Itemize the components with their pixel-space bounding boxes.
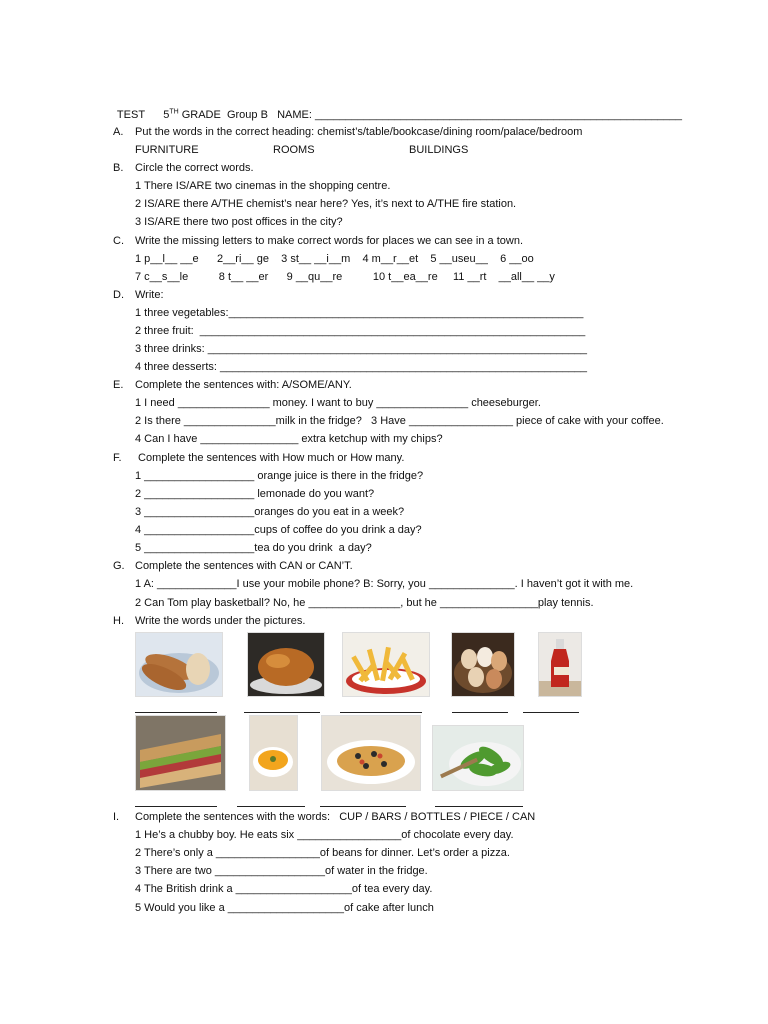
roast-chicken-icon xyxy=(247,632,325,697)
section-a-label: A. xyxy=(113,126,124,138)
eggs-icon xyxy=(451,632,515,697)
section-c-instruction: Write the missing letters to make correct words for places we can see in a town. xyxy=(135,235,524,247)
header-grade-num: 5 xyxy=(163,109,170,121)
i-line-4: 4 The British drink a ___________________of tea every day. xyxy=(135,883,433,895)
section-b-instruction: Circle the correct words. xyxy=(135,162,254,174)
section-c-label: C. xyxy=(113,235,124,247)
answer-line[interactable] xyxy=(320,806,406,807)
answer-line[interactable] xyxy=(435,806,523,807)
d-line-4: 4 three desserts: ____________________________________________________________ xyxy=(135,361,588,373)
b-line-1: 1 There IS/ARE two cinemas in the shopping centre. xyxy=(135,180,391,192)
header-grade-rest: GRADE Group B NAME: ____________________________________________________________ xyxy=(178,109,683,121)
heading-furniture: FURNITURE xyxy=(135,144,199,156)
answer-line[interactable] xyxy=(135,806,217,807)
salad-icon xyxy=(432,725,524,791)
i-line-2: 2 There’s only a _________________of beans for dinner. Let’s order a pizza. xyxy=(135,847,510,859)
sandwich-icon xyxy=(135,715,226,791)
e-line-3: 4 Can I have ________________ extra ketchup with my chips? xyxy=(135,433,443,445)
f-line-3: 3 __________________oranges do you eat in a week? xyxy=(135,506,405,518)
section-f-instruction: Complete the sentences with How much or How many. xyxy=(135,452,405,464)
section-g-instruction: Complete the sentences with CAN or CAN’T. xyxy=(135,560,353,572)
c-row-1: 1 p__l__ __e 2__ri__ ge 3 st__ __i__m 4 m__r__et 5 __useu__ 6 __oo xyxy=(135,253,534,265)
section-e-instruction: Complete the sentences with: A/SOME/ANY. xyxy=(135,379,352,391)
section-i-instruction: Complete the sentences with the words: CUP / BARS / BOTTLES / PIECE / CAN xyxy=(135,811,536,823)
e-line-1: 1 I need _______________ money. I want to buy _______________ cheeseburger. xyxy=(135,397,541,409)
b-line-2: 2 IS/ARE there A/THE chemist’s near here? Yes, it’s next to A/THE fire station. xyxy=(135,198,517,210)
answer-line[interactable] xyxy=(452,712,508,713)
header-test: TEST xyxy=(116,109,145,121)
spaghetti-icon xyxy=(321,715,421,791)
c-row-2: 7 c__s__le 8 t__ __er 9 __qu__re 10 t__ea__re 11 __rt __all__ __y xyxy=(135,271,555,283)
soup-icon xyxy=(249,715,298,791)
f-line-2: 2 __________________ lemonade do you want? xyxy=(135,488,375,500)
section-h-instruction: Write the words under the pictures. xyxy=(135,615,306,627)
section-e-label: E. xyxy=(113,379,124,391)
g-line-2: 2 Can Tom play basketball? No, he _______________, but he ________________play tennis. xyxy=(135,597,594,609)
section-d-label: D. xyxy=(113,289,124,301)
b-line-3: 3 IS/ARE there two post offices in the city? xyxy=(135,216,343,228)
f-line-1: 1 __________________ orange juice is there in the fridge? xyxy=(135,470,424,482)
section-a-instruction: Put the words in the correct heading: chemist’s/table/bookcase/dining room/palace/bedroom xyxy=(135,126,583,138)
header-grade-sup: TH xyxy=(169,108,179,116)
d-line-3: 3 three drinks: ______________________________________________________________ xyxy=(135,343,588,355)
answer-line[interactable] xyxy=(244,712,320,713)
header-line xyxy=(111,94,682,122)
heading-buildings: BUILDINGS xyxy=(409,144,469,156)
section-b-label: B. xyxy=(113,162,124,174)
answer-line[interactable] xyxy=(523,712,579,713)
e-line-2: 2 Is there _______________milk in the fridge? 3 Have _________________ piece of cake with your coffee. xyxy=(135,415,664,427)
french-fries-icon xyxy=(342,632,430,697)
section-h-label: H. xyxy=(113,615,124,627)
answer-line[interactable] xyxy=(237,806,305,807)
section-i-label: I. xyxy=(113,811,120,823)
section-g-label: G. xyxy=(113,560,125,572)
i-line-3: 3 There are two __________________of water in the fridge. xyxy=(135,865,428,877)
f-line-5: 5 __________________tea do you drink a day? xyxy=(135,542,372,554)
i-line-1: 1 He’s a chubby boy. He eats six _________________of chocolate every day. xyxy=(135,829,514,841)
i-line-5: 5 Would you like a ___________________of cake after lunch xyxy=(135,902,434,914)
heading-rooms: ROOMS xyxy=(273,144,315,156)
bread-rolls-icon xyxy=(135,632,223,697)
section-d-instruction: Write: xyxy=(135,289,164,301)
d-line-2: 2 three fruit: _______________________________________________________________ xyxy=(135,325,586,337)
ketchup-bottle-icon xyxy=(538,632,582,697)
section-f-label: F. xyxy=(113,452,122,464)
answer-line[interactable] xyxy=(340,712,422,713)
answer-line[interactable] xyxy=(135,712,217,713)
d-line-1: 1 three vegetables:__________________________________________________________ xyxy=(135,307,584,319)
g-line-1: 1 A: _____________I use your mobile phone? B: Sorry, you ______________. I haven’t got it with me. xyxy=(135,578,634,590)
f-line-4: 4 __________________cups of coffee do you drink a day? xyxy=(135,524,422,536)
